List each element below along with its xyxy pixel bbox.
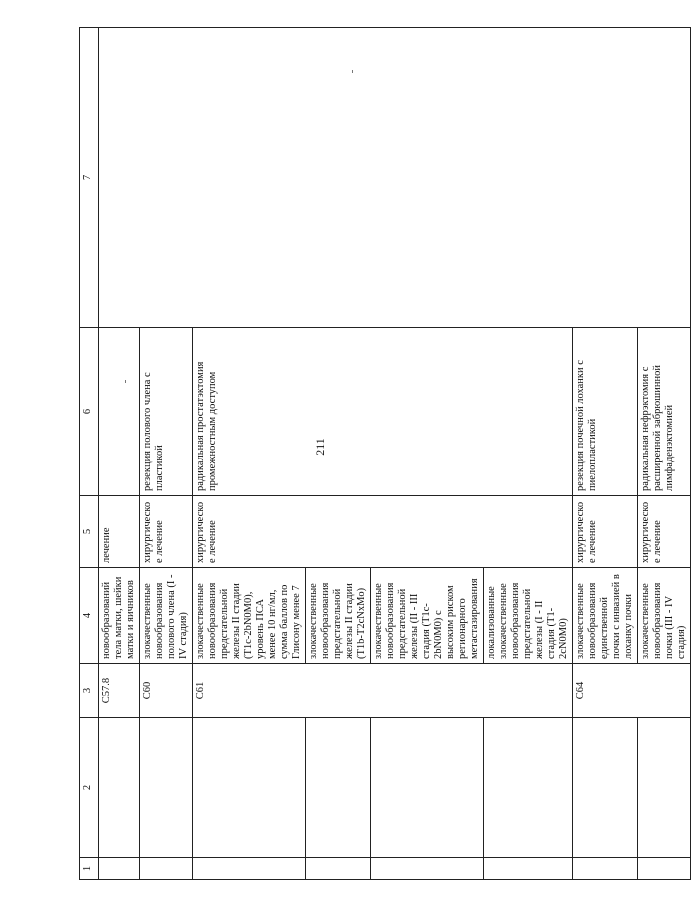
empty-cell — [306, 718, 371, 858]
method-cell — [99, 328, 140, 496]
empty-cell — [99, 718, 140, 858]
column-header: 4 — [80, 568, 99, 664]
empty-cell — [484, 858, 573, 880]
diagnosis-cell: новообразований тела матки, шейки матки и яичников — [99, 568, 140, 664]
column-header: 3 — [80, 664, 99, 718]
column-header: 6 — [80, 328, 99, 496]
table-row — [99, 28, 140, 880]
method-cell: радикальная нефрэктомия с расширенной забрюшинной лимфаденэктомией — [638, 328, 691, 496]
diagnosis-cell: злокачественные новообразования предстательной железы II стадии (T1b-T2cNxMo) — [306, 568, 371, 664]
header-row — [80, 28, 99, 880]
empty-cell — [140, 858, 193, 880]
treatment-type-cell: хирургическое лечение — [193, 496, 573, 568]
empty-cell — [306, 858, 371, 880]
diagnosis-cell: злокачественные новообразования единственной почки с инвазией в лоханку почки — [573, 568, 638, 664]
method-cell: резекция полового члена с пластикой — [140, 328, 193, 496]
empty-cell — [99, 28, 691, 328]
empty-cell — [140, 718, 193, 858]
empty-cell — [573, 858, 638, 880]
empty-cell — [193, 718, 306, 858]
page-number: 211 — [313, 438, 327, 456]
column-header: 1 — [80, 858, 99, 880]
diagnosis-cell: злокачественные новообразования предстательной железы II стадии (T1c-2bN0M0), уровень ПСА менее 10 нг/мл, сумма баллов по Глисону менее 7 — [193, 568, 306, 664]
column-header: 5 — [80, 496, 99, 568]
empty-cell — [573, 718, 638, 858]
treatment-type-cell: хирургическое лечение — [573, 496, 638, 568]
procedures-table — [79, 27, 691, 880]
empty-cell — [371, 858, 484, 880]
column-header: 2 — [80, 718, 99, 858]
method-cell: радикальная простатэктомия промежностным доступом — [193, 328, 573, 496]
diagnosis-code: C64 — [573, 664, 691, 718]
column-header: 7 — [80, 28, 99, 328]
empty-cell — [193, 858, 306, 880]
diagnosis-cell: локализованные злокачественные новообразования предстательной железы (I - II стадия (T1-2cN0M0) — [484, 568, 573, 664]
treatment-type-cell: лечение — [99, 496, 140, 568]
method-cell: резекция почечной лоханки с пиелопластикой — [573, 328, 638, 496]
diagnosis-code: C61 — [193, 664, 573, 718]
diagnosis-code: C57.8 — [99, 664, 140, 718]
empty-cell — [638, 718, 691, 858]
treatment-type-cell: хирургическое лечение — [638, 496, 691, 568]
treatment-type-cell: хирургическое лечение — [140, 496, 193, 568]
diagnosis-cell: злокачественные новообразования полового члена (I - IV стадия) — [140, 568, 193, 664]
empty-cell — [484, 718, 573, 858]
diagnosis-cell: злокачественные новообразования почки (III - IV стадия) — [638, 568, 691, 664]
diagnosis-code: C60 — [140, 664, 193, 718]
empty-cell — [638, 858, 691, 880]
diagnosis-cell: злокачественные новообразования предстательной железы (II - III стадия (T1c-2bN0M0) с высоким риском регионарного метастазирования — [371, 568, 484, 664]
empty-cell — [371, 718, 484, 858]
empty-cell — [99, 858, 140, 880]
procedures-table-frame — [79, 28, 687, 880]
